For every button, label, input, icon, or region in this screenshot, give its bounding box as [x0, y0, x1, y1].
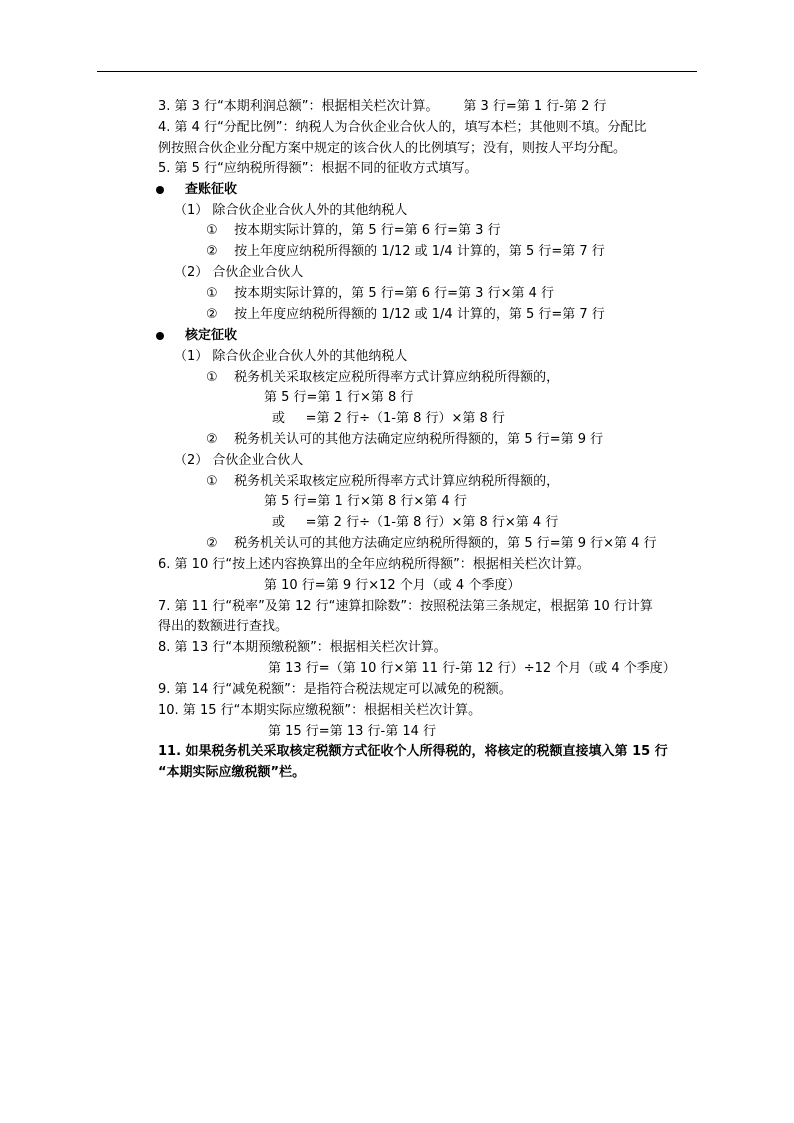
formula: 第 5 行=第 1 行×第 8 行×第 4 行 [264, 494, 467, 509]
item-4: 4. 第 4 行“分配比例”：纳税人为合伙企业合伙人的，填写本栏；其他则不填。分配比 [158, 120, 647, 135]
formula: 或 =第 2 行÷（1-第 8 行）×第 8 行×第 4 行 [272, 515, 559, 530]
item-4-cont: 例按照合伙企业分配方案中规定的该合伙人的比例填写；没有，则按人平均分配。 [158, 141, 627, 156]
item-11-cont: “本期实际应缴税额”栏。 [158, 765, 306, 780]
sub-heading: （2） 合伙企业合伙人 [174, 453, 304, 468]
formula: 第 13 行=（第 10 行×第 11 行-第 12 行）÷12 个月（或 4 个季度） [268, 661, 676, 676]
list-item: ② 税务机关认可的其他方法确定应纳税所得额的，第 5 行=第 9 行 [206, 432, 604, 447]
item-7: 7. 第 11 行“税率”及第 12 行“速算扣除数”：按照税法第三条规定，根据第 10 行计算 [158, 599, 653, 614]
section-heading-audit: 查账征收 [185, 182, 238, 197]
formula: 第 5 行=第 1 行×第 8 行 [264, 390, 414, 405]
item-7-cont: 得出的数额进行查找。 [158, 619, 289, 634]
item-8: 8. 第 13 行“本期预缴税额”：根据相关栏次计算。 [158, 640, 447, 655]
item-6: 6. 第 10 行“按上述内容换算出的全年应纳税所得额”：根据相关栏次计算。 [158, 557, 590, 572]
list-item: ② 按上年度应纳税所得额的 1/12 或 1/4 计算的，第 5 行=第 7 行 [206, 307, 605, 322]
bullet-icon [156, 186, 164, 194]
item-3: 3. 第 3 行“本期利润总额”：根据相关栏次计算。 第 3 行=第 1 行-第 2 行 [158, 99, 607, 114]
formula: 第 15 行=第 13 行-第 14 行 [268, 724, 437, 739]
formula: 或 =第 2 行÷（1-第 8 行）×第 8 行 [272, 411, 505, 426]
item-11: 11. 如果税务机关采取核定税额方式征收个人所得税的，将核定的税额直接填入第 15 行 [158, 744, 668, 759]
sub-heading: （1） 除合伙企业合伙人外的其他纳税人 [174, 203, 408, 218]
header-rule [97, 71, 697, 72]
item-10: 10. 第 15 行“本期实际应缴税额”：根据相关栏次计算。 [158, 703, 482, 718]
item-9: 9. 第 14 行“减免税额”：是指符合税法规定可以减免的税额。 [158, 682, 512, 697]
item-5: 5. 第 5 行“应纳税所得额”：根据不同的征收方式填写。 [158, 161, 478, 176]
list-item: ① 税务机关采取核定应税所得率方式计算应纳税所得额的， [206, 370, 560, 385]
sub-heading: （2） 合伙企业合伙人 [174, 265, 304, 280]
list-item: ① 按本期实际计算的，第 5 行=第 6 行=第 3 行×第 4 行 [206, 286, 555, 301]
list-item: ② 按上年度应纳税所得额的 1/12 或 1/4 计算的，第 5 行=第 7 行 [206, 244, 605, 259]
bullet-icon [156, 332, 164, 340]
formula: 第 10 行=第 9 行×12 个月（或 4 个季度） [264, 578, 521, 593]
list-item: ① 税务机关采取核定应税所得率方式计算应纳税所得额的， [206, 474, 560, 489]
sub-heading: （1） 除合伙企业合伙人外的其他纳税人 [174, 349, 408, 364]
list-item: ① 按本期实际计算的，第 5 行=第 6 行=第 3 行 [206, 223, 501, 238]
section-heading-assessed: 核定征收 [185, 328, 238, 343]
list-item: ② 税务机关认可的其他方法确定应纳税所得额的，第 5 行=第 9 行×第 4 行 [206, 536, 657, 551]
